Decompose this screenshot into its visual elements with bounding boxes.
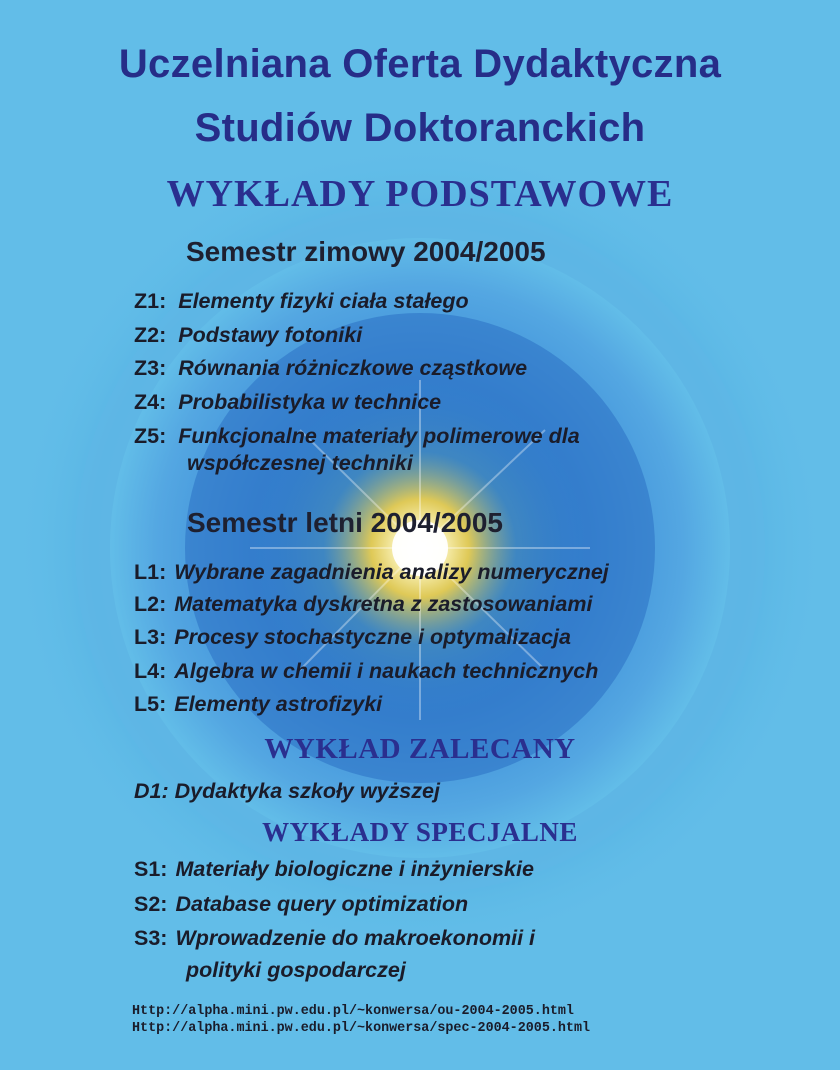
section-heading-basic: WYKŁADY PODSTAWOWE [166, 173, 674, 215]
course-title: Równania różniczkowe cząstkowe [178, 356, 528, 380]
course-code: Z3: [134, 356, 167, 380]
course-item-z5 [134, 424, 580, 449]
course-title: Elementy fizyki ciała stałego [178, 289, 469, 313]
course-code: Z1: [134, 289, 167, 313]
course-item-z5-continuation [187, 451, 413, 476]
section-heading-recommended: WYKŁAD ZALECANY [264, 733, 576, 765]
course-item-s2 [134, 892, 468, 917]
course-code: S3: [134, 926, 168, 950]
course-code: L2: [134, 592, 167, 616]
course-title: Wybrane zagadnienia analizy numerycznej [174, 560, 609, 584]
course-item-l1 [134, 560, 609, 585]
course-code: L4: [134, 659, 167, 683]
course-code: S2: [134, 892, 168, 916]
course-title: Elementy astrofizyki [174, 692, 383, 716]
course-title: Algebra w chemii i naukach technicznych [174, 659, 599, 683]
title-line-2: Studiów Doktoranckich [194, 106, 646, 150]
course-code: S1: [134, 857, 168, 881]
course-item-s1 [134, 857, 534, 882]
course-title: Podstawy fotoniki [178, 323, 363, 347]
course-code: L5: [134, 692, 167, 716]
course-title: Database query optimization [175, 892, 469, 916]
title-line-1: Uczelniana Oferta Dydaktyczna [118, 42, 722, 86]
course-code: Z5: [134, 424, 167, 448]
course-title: współczesnej techniki [187, 451, 413, 475]
course-title: polityki gospodarczej [186, 958, 406, 982]
course-title: Procesy stochastyczne i optymalizacja [174, 625, 571, 649]
course-item-d1 [134, 779, 440, 804]
course-title: Wprowadzenie do makroekonomii i [175, 926, 536, 950]
course-item-l2 [134, 592, 592, 617]
course-code: Z4: [134, 390, 167, 414]
course-item-l4 [134, 659, 598, 684]
course-title: Materiały biologiczne i inżynierskie [175, 857, 534, 881]
course-title: Funkcjonalne materiały polimerowe dla [178, 424, 580, 448]
course-item-l3 [134, 625, 571, 650]
course-item-s3 [134, 926, 535, 951]
course-item-z2 [134, 323, 362, 348]
course-code: L3: [134, 625, 167, 649]
summer-semester-heading: Semestr letni 2004/2005 [187, 507, 503, 538]
course-title: Probabilistyka w technice [178, 390, 442, 414]
url-link-ou[interactable]: Http://alpha.mini.pw.edu.pl/~konwersa/ou-2004-2005.html [132, 1004, 574, 1019]
winter-semester-heading: Semestr zimowy 2004/2005 [186, 236, 546, 267]
course-code: Z2: [134, 323, 167, 347]
course-code: L1: [134, 560, 167, 584]
course-item-s3-continuation [186, 958, 406, 983]
section-heading-special: WYKŁADY SPECJALNE [262, 817, 578, 847]
course-item-z3 [134, 356, 527, 381]
course-item-l5 [134, 692, 382, 717]
course-item-z1 [134, 289, 469, 314]
course-item-z4 [134, 390, 441, 415]
url-link-spec[interactable]: Http://alpha.mini.pw.edu.pl/~konwersa/spec-2004-2005.html [132, 1021, 591, 1036]
course-title: Matematyka dyskretna z zastosowaniami [174, 592, 593, 616]
course-title: D1: Dydaktyka szkoły wyższej [134, 779, 440, 803]
